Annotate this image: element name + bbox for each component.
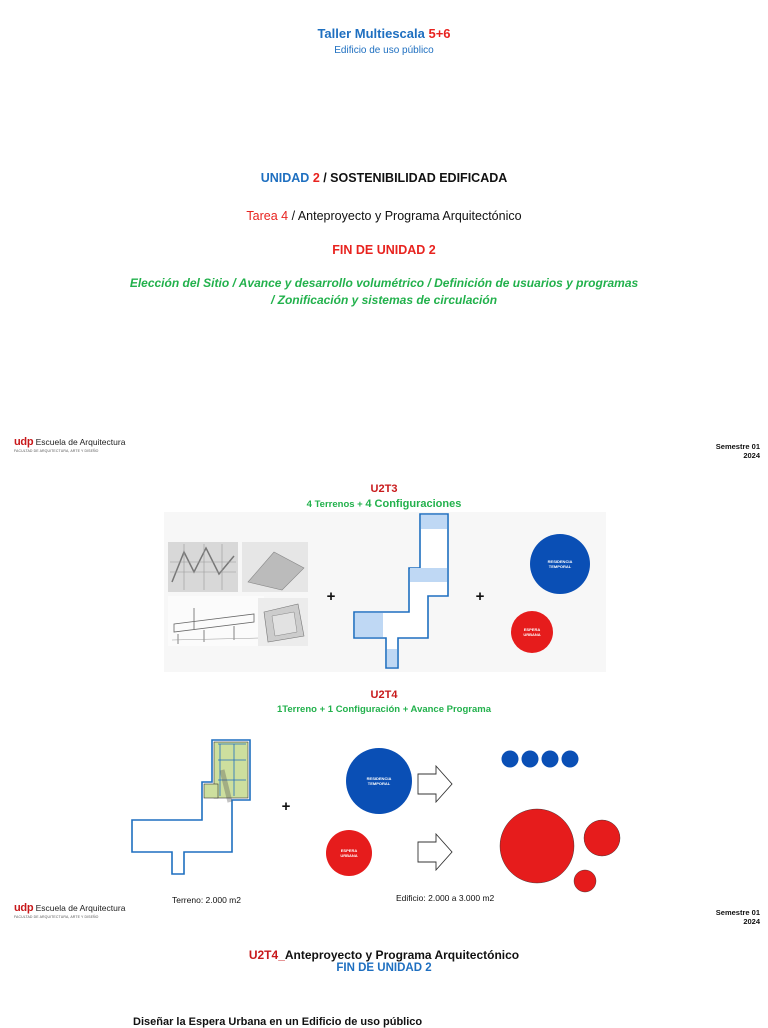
udp-logo-2 (14, 903, 125, 920)
semester-line-2: 2024 (743, 451, 760, 460)
tarea-heading (0, 209, 768, 223)
udp-logo-school: Escuela de Arquitectura (35, 437, 126, 447)
u2t3-subtitle-a: 4 Terrenos + (306, 499, 366, 510)
residencia-unit-circle-4 (562, 751, 579, 768)
unidad-heading (0, 171, 768, 185)
edificio-caption: Edificio: 2.000 a 3.000 m2 (396, 893, 495, 903)
deck-title-number: 5+6 (428, 26, 451, 41)
slide3-title (0, 948, 768, 962)
espera-label-1: ESPERA (523, 627, 541, 632)
udp-logo-faculty: FACULTAD DE ARQUITECTURA, ARTE Y DISEÑO (14, 449, 99, 453)
arrow-right-icon-2 (418, 834, 452, 870)
slide3-fin-unidad: FIN DE UNIDAD 2 (336, 962, 432, 974)
u2t4-title: U2T4 (370, 689, 398, 701)
residencia-unit-circle-1 (502, 751, 519, 768)
plus-sign-2: + (475, 588, 485, 605)
unidad-topic: / SOSTENIBILIDAD EDIFICADA (319, 171, 508, 185)
deck-title-main: Taller Multiescala (317, 26, 425, 41)
residencia-unit-circle-3 (542, 751, 559, 768)
plan-zone-4 (387, 649, 397, 667)
fin-unidad-heading: FIN DE UNIDAD 2 (332, 243, 436, 257)
residencia-unit-circle-2 (522, 751, 539, 768)
unidad-number: 2 (312, 171, 320, 185)
arrow-right-icon (418, 766, 452, 802)
espera-medium-circle (584, 820, 620, 856)
site-plan (132, 740, 250, 874)
deck-subtitle: Edificio de uso público (334, 45, 434, 56)
unidad-label: UNIDAD (260, 171, 310, 185)
deck-title (0, 26, 768, 41)
u2t4-diagram (120, 730, 640, 900)
residencia-label-1: RESIDENCIA (547, 559, 573, 564)
semester-label (716, 442, 760, 460)
semester-line-2-b: 2024 (743, 917, 760, 926)
espera-label-2: URBANA (523, 632, 541, 637)
description-line-2: / Zonificación y sistemas de circulación (270, 293, 498, 307)
udp-logo-brand: udp (14, 436, 34, 448)
u2t3-title: U2T3 (370, 483, 398, 495)
semester-line-1: Semestre 01 (715, 442, 760, 451)
slide3-title-text: Anteproyecto y Programa Arquitectónico (284, 948, 520, 962)
slide3-body-text: Diseñar la Espera Urbana en un Edificio de uso público (133, 1016, 423, 1028)
u2t3-subtitle (0, 498, 768, 510)
terreno-caption: Terreno: 2.000 m2 (172, 895, 241, 905)
tarea-topic: / Anteproyecto y Programa Arquitectónico (288, 209, 522, 223)
residencia-label-3: RESIDENCIA (366, 776, 392, 781)
udp-logo-faculty-2: FACULTAD DE ARQUITECTURA, ARTE Y DISEÑO (14, 915, 99, 919)
udp-logo (14, 437, 125, 454)
udp-logo-brand-2: udp (14, 902, 34, 914)
plan-zone-3 (355, 613, 383, 637)
tarea-label: Tarea 4 (246, 209, 289, 223)
description-line-1: Elección del Sitio / Avance y desarrollo volumétrico / Definición de usuarios y programas (129, 276, 639, 290)
u2t3-diagram (164, 512, 606, 672)
plan-zone-2 (410, 568, 447, 582)
espera-small-circle (574, 870, 596, 892)
u2t4-subtitle: 1Terreno + 1 Configuración + Avance Programa (277, 704, 491, 715)
plus-sign-1: + (326, 588, 336, 605)
residencia-label-4: TEMPORAL (367, 781, 391, 786)
espera-large-circle (500, 809, 574, 883)
plus-sign-3: + (281, 798, 291, 815)
semester-line-1-b: Semestre 01 (715, 908, 760, 917)
semester-label-2 (716, 908, 760, 926)
espera-label-3: ESPERA (340, 848, 358, 853)
plan-zone-1 (421, 515, 447, 529)
u2t3-subtitle-b: 4 Configuraciones (365, 498, 462, 510)
udp-logo-school-2: Escuela de Arquitectura (35, 903, 126, 913)
site-building-footprint (214, 742, 248, 798)
residencia-label-2: TEMPORAL (548, 564, 572, 569)
slide3-title-code: U2T4_ (248, 948, 285, 962)
espera-label-4: URBANA (340, 853, 358, 858)
